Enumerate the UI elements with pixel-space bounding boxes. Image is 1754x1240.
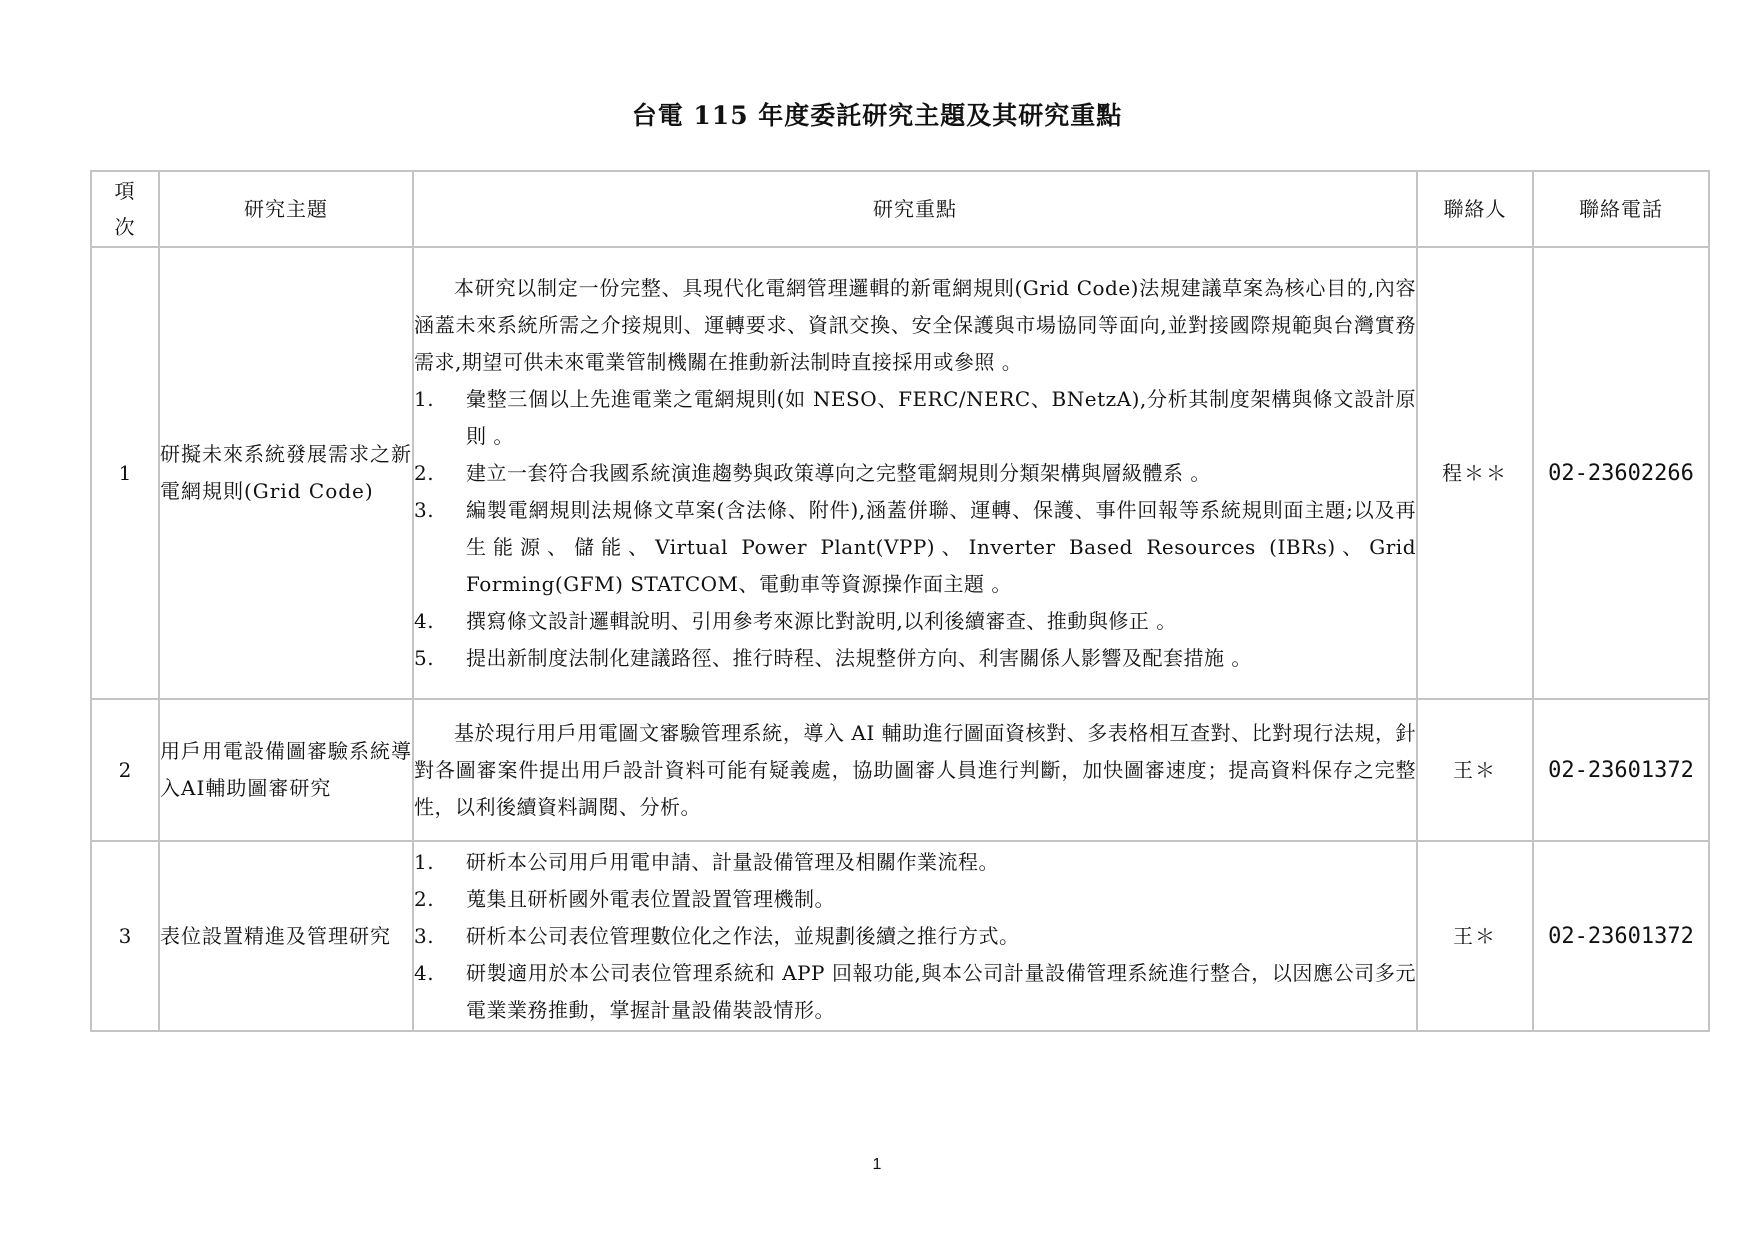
- table-row: [91, 699, 1709, 841]
- contact-phone: 02-23602266: [1533, 247, 1709, 699]
- contact-phone: 02-23601372: [1533, 841, 1709, 1031]
- list-item-text: 研製適用於本公司表位管理系統和 APP 回報功能,與本公司計量設備管理系統進行整合，以因應公司多元電業業務推動，掌握計量設備裝設情形。: [466, 960, 1416, 1022]
- list-item-number: 3.: [414, 923, 435, 948]
- list-item: [414, 955, 1416, 1029]
- header-research-focus: 研究重點: [413, 171, 1417, 247]
- research-topic: 研擬未來系統發展需求之新電網規則(Grid Code): [159, 247, 413, 699]
- list-item-text: 研析本公司用戶用電申請、計量設備管理及相關作業流程。: [466, 849, 999, 874]
- table-header-row: [91, 171, 1709, 247]
- list-item: [414, 381, 1416, 455]
- research-topic: 表位設置精進及管理研究: [159, 841, 413, 1031]
- list-item-number: 2.: [414, 886, 435, 911]
- header-contact-phone: 聯絡電話: [1533, 171, 1709, 247]
- list-item-number: 1.: [414, 849, 435, 874]
- list-item-number: 5.: [414, 645, 435, 670]
- header-item-no: [91, 171, 159, 247]
- header-research-topic: 研究主題: [159, 171, 413, 247]
- list-item-text: 建立一套符合我國系統演進趨勢與政策導向之完整電網規則分類架構與層級體系 。: [466, 460, 1211, 485]
- list-item-text: 蒐集且研析國外電表位置設置管理機制。: [466, 886, 835, 911]
- contact-person: 王＊: [1417, 699, 1533, 841]
- list-item-text: 撰寫條文設計邏輯說明、引用參考來源比對說明,以利後續審查、推動與修正 。: [466, 608, 1177, 633]
- list-item-number: 3.: [414, 497, 435, 522]
- header-item-no-line-1: 項: [114, 179, 136, 203]
- list-item-text: 彙整三個以上先進電業之電網規則(如 NESO、FERC/NERC、BNetzA),分析其制度架構與條文設計原則 。: [466, 386, 1416, 448]
- list-item-text: 編製電網規則法規條文草案(含法條、附件),涵蓋併聯、運轉、保護、事件回報等系統規則面主題;以及再生能源、儲能、Virtual Power Plant(VPP)、Inverter Based Resources (IBRs)、Grid Forming(GFM) STATCOM、電動車等資源操作面主題 。: [466, 497, 1416, 596]
- table-row: [91, 247, 1709, 699]
- focus-intro-paragraph: 基於現行用戶用電圖文審驗管理系統，導入 AI 輔助進行圖面資核對、多表格相互查對、比對現行法規，針對各圖審案件提出用戶設計資料可能有疑義處，協助圖審人員進行判斷，加快圖審速度；提高資料保存之完整性，以利後續資料調閱、分析。: [414, 720, 1416, 819]
- list-item-number: 4.: [414, 960, 435, 985]
- list-item-text: 提出新制度法制化建議路徑、推行時程、法規整併方向、利害關係人影響及配套措施 。: [466, 645, 1252, 670]
- list-item: [414, 844, 1416, 881]
- list-item: [414, 603, 1416, 640]
- item-number: 2: [91, 699, 159, 841]
- contact-person: 王＊: [1417, 841, 1533, 1031]
- list-item-number: 4.: [414, 608, 435, 633]
- item-number: 3: [91, 841, 159, 1031]
- list-item-number: 1.: [414, 386, 435, 411]
- list-item: [414, 492, 1416, 603]
- list-item-number: 2.: [414, 460, 435, 485]
- list-item: [414, 455, 1416, 492]
- page-title: 台電 115 年度委託研究主題及其研究重點: [631, 101, 1123, 130]
- focus-list: [414, 381, 1416, 677]
- list-item: [414, 918, 1416, 955]
- header-contact-person: 聯絡人: [1417, 171, 1533, 247]
- focus-list: [414, 844, 1416, 1029]
- research-topic: 用戶用電設備圖審驗系統導入AI輔助圖審研究: [159, 699, 413, 841]
- research-focus: [413, 699, 1417, 841]
- item-number: 1: [91, 247, 159, 699]
- contact-phone: 02-23601372: [1533, 699, 1709, 841]
- contact-person: 程＊＊: [1417, 247, 1533, 699]
- research-focus: [413, 841, 1417, 1031]
- list-item: [414, 640, 1416, 677]
- research-topics-table: [90, 170, 1710, 1032]
- list-item: [414, 881, 1416, 918]
- focus-intro-paragraph: 本研究以制定一份完整、具現代化電網管理邏輯的新電網規則(Grid Code)法規建議草案為核心目的,內容涵蓋未來系統所需之介接規則、運轉要求、資訊交換、安全保護與市場協同等面向,並對接國際規範與台灣實務需求,期望可供未來電業管制機關在推動新法制時直接採用或參照 。: [414, 275, 1416, 374]
- table-row: [91, 841, 1709, 1031]
- research-focus: [413, 247, 1417, 699]
- header-item-no-line-2: 次: [114, 215, 136, 239]
- list-item-text: 研析本公司表位管理數位化之作法，並規劃後續之推行方式。: [466, 923, 1020, 948]
- page-number: 1: [872, 1156, 882, 1173]
